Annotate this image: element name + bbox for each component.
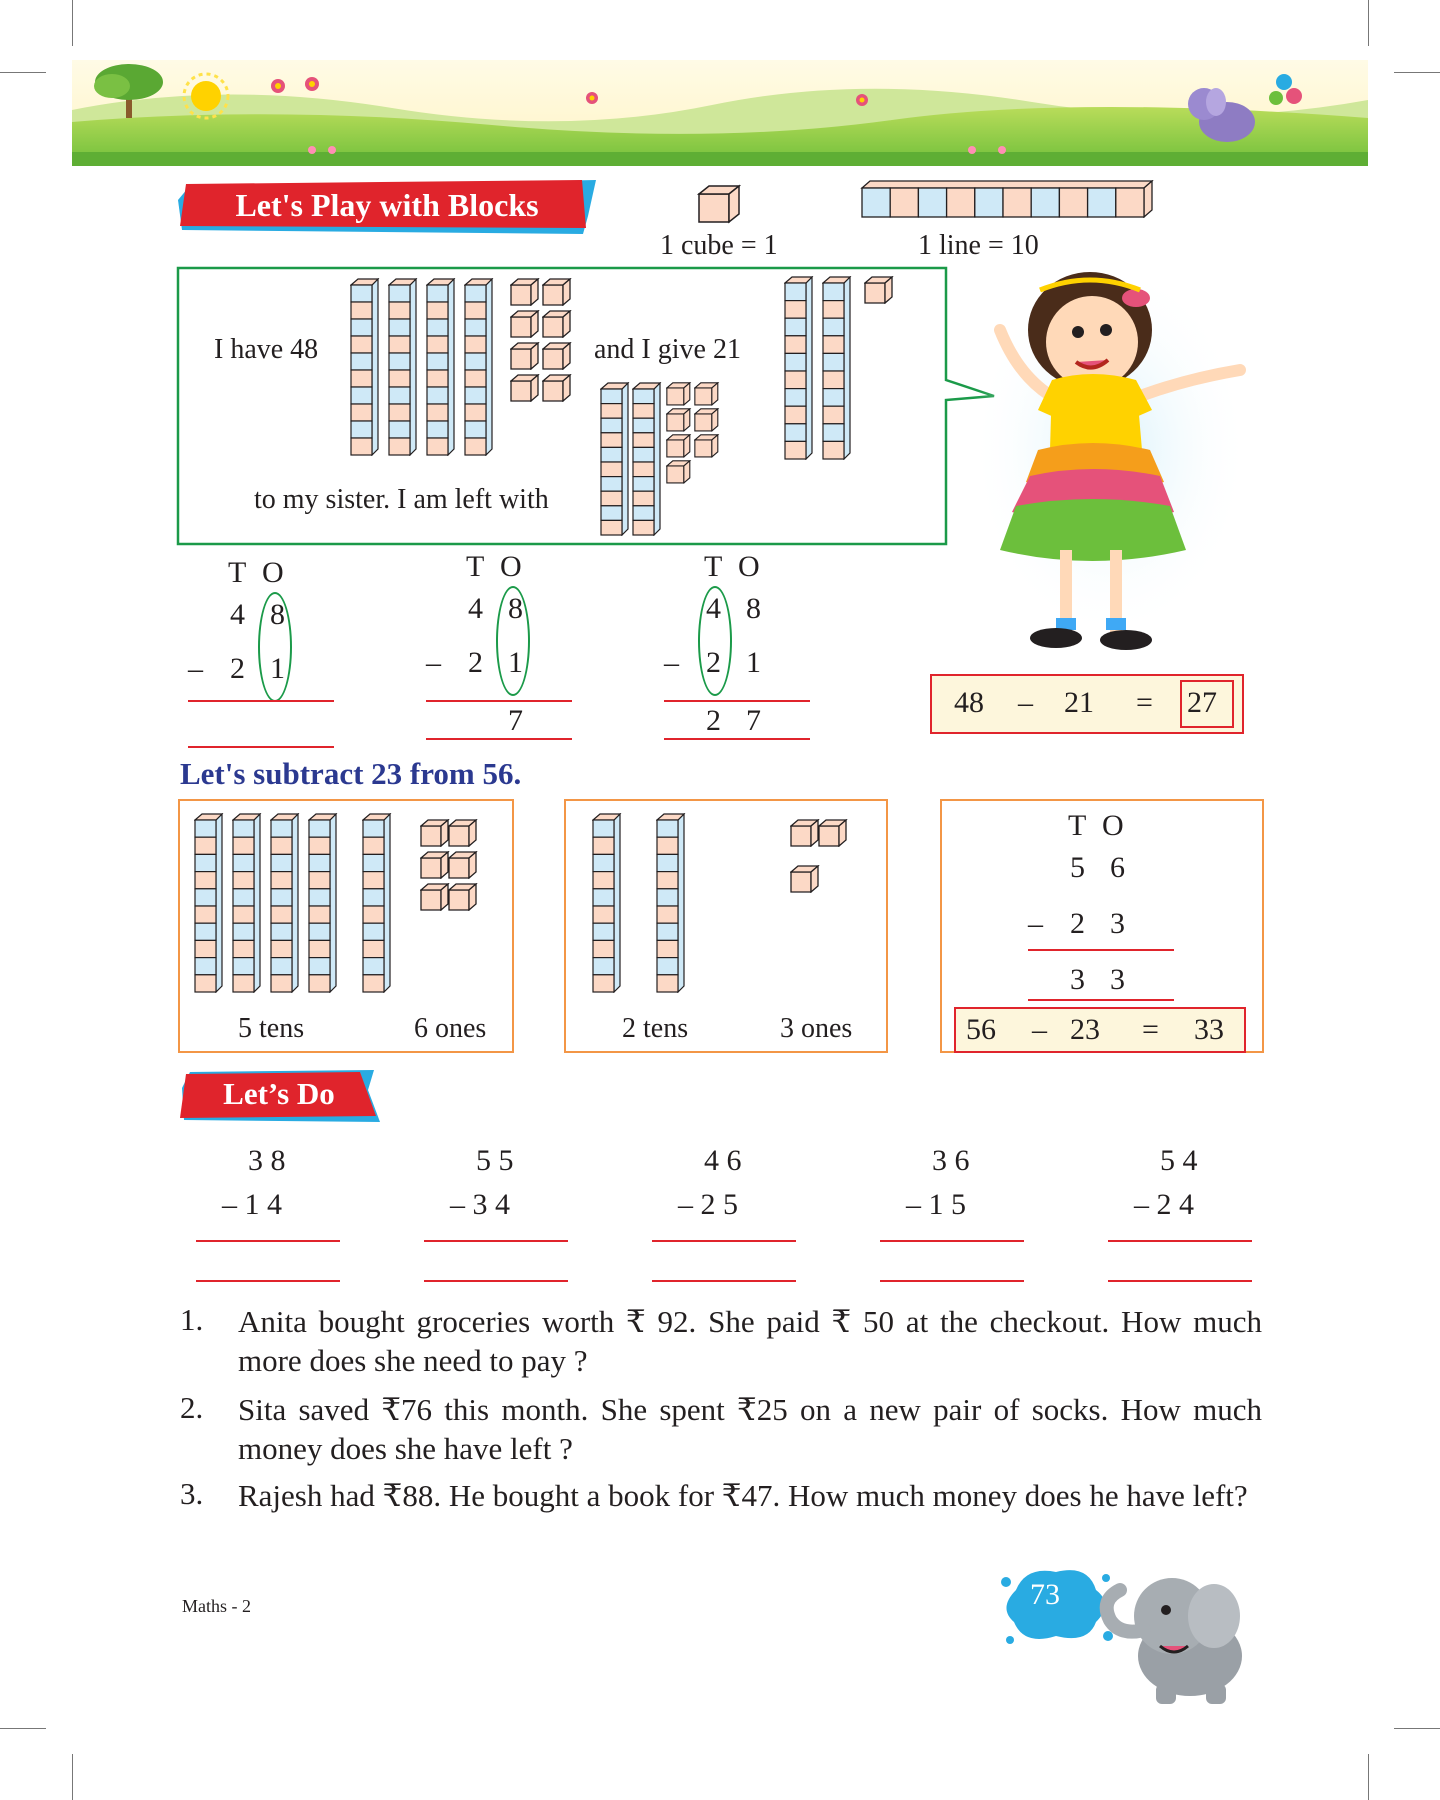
eq2-minus: – — [1032, 1013, 1047, 1046]
answer-line[interactable] — [880, 1280, 1024, 1282]
ten-rod-icon — [350, 278, 380, 456]
answer-line[interactable] — [424, 1280, 568, 1282]
step-calculation — [422, 550, 582, 750]
cube-icon — [694, 382, 720, 406]
cube-icon — [420, 819, 450, 847]
tens-1: 4 — [468, 592, 483, 625]
answer-line[interactable] — [1108, 1280, 1252, 1282]
cube-icon — [818, 819, 848, 847]
answer-line[interactable] — [196, 1280, 340, 1282]
ten-rod-icon — [464, 278, 494, 456]
ten-rod-icon — [784, 276, 814, 460]
ones-2: 1 — [746, 646, 761, 679]
cube-icon — [694, 408, 720, 432]
cube-icon — [448, 851, 478, 879]
bubble-give-text: and I give 21 — [594, 334, 741, 365]
crop-mark — [1368, 1754, 1369, 1800]
ten-rod-icon — [362, 813, 392, 993]
cube-icon — [420, 851, 450, 879]
box2-tens-label: 2 tens — [622, 1013, 689, 1044]
legend-line: 1 line = 10 — [918, 230, 1039, 261]
res-t: 3 — [1070, 963, 1085, 996]
ones-2: 1 — [508, 646, 523, 679]
ones-2: 1 — [270, 652, 285, 685]
cube-icon — [510, 374, 540, 402]
highlight-oval — [698, 586, 732, 696]
exercise-top: 3 6 — [932, 1144, 970, 1177]
eq2-operand-b: 23 — [1070, 1013, 1100, 1046]
blocks-21 — [600, 382, 730, 540]
section3-tag — [178, 1070, 380, 1120]
cube-icon — [510, 342, 540, 370]
legend-cube: 1 cube = 1 — [660, 230, 778, 261]
ten-rod-icon — [308, 813, 338, 993]
answer-line — [426, 738, 572, 740]
eq2-result: 33 — [1194, 1013, 1224, 1046]
exercise-bottom: – 2 5 — [678, 1188, 738, 1221]
col-t: T — [1068, 809, 1087, 842]
exercise-top: 4 6 — [704, 1144, 742, 1177]
eq-equals: = — [1136, 686, 1153, 719]
header-o: O — [738, 550, 760, 583]
row2-t: 2 — [1070, 907, 1085, 940]
tens-2: 2 — [230, 652, 245, 685]
crop-mark — [72, 0, 73, 46]
footer-book: Maths - 2 — [182, 1596, 251, 1616]
row1-t: 5 — [1070, 851, 1085, 884]
box1-tens-label: 5 tens — [238, 1013, 305, 1044]
blocks-box-56 — [178, 799, 514, 1053]
exercise-bottom: – 2 4 — [1134, 1188, 1194, 1221]
ten-line-icon — [860, 180, 1154, 218]
answer-line — [1028, 949, 1174, 951]
blocks-48 — [350, 278, 580, 464]
crop-mark — [1368, 0, 1369, 46]
crop-mark — [0, 72, 46, 73]
crop-mark — [72, 1754, 73, 1800]
answer-line[interactable] — [424, 1240, 568, 1242]
elephant-illustration — [1090, 1560, 1270, 1710]
section-tag — [178, 180, 596, 230]
exercise-top: 5 4 — [1160, 1144, 1198, 1177]
eq-operand-a: 48 — [954, 686, 984, 719]
result-ones: 7 — [508, 704, 523, 737]
equation2-box — [954, 1007, 1246, 1053]
cube-icon — [666, 408, 692, 432]
problem-number: 2. — [180, 1390, 204, 1425]
ten-rod-icon — [600, 382, 630, 536]
answer-line — [1028, 999, 1174, 1001]
blocks-56 — [194, 813, 484, 1003]
answer-line[interactable] — [196, 1240, 340, 1242]
eq-minus: – — [1018, 686, 1033, 719]
exercise-bottom: – 1 4 — [222, 1188, 282, 1221]
cube-icon — [420, 883, 450, 911]
ten-rod-icon — [822, 276, 852, 460]
crop-mark — [1394, 72, 1440, 73]
cube-icon — [510, 310, 540, 338]
row1-o: 6 — [1110, 851, 1125, 884]
header-o: O — [262, 556, 284, 589]
cube-icon — [694, 434, 720, 458]
col-o: O — [1102, 809, 1124, 842]
ten-rod-icon — [426, 278, 456, 456]
exercise — [424, 1144, 574, 1284]
cube-icon — [448, 819, 478, 847]
tens-2: 2 — [706, 646, 721, 679]
bubble-left-text: to my sister. I am left with — [254, 484, 549, 515]
eq2-operand-a: 56 — [966, 1013, 996, 1046]
ones-1: 8 — [746, 592, 761, 625]
cube-icon — [666, 382, 692, 406]
subtraction-box — [940, 799, 1264, 1053]
answer-line[interactable] — [652, 1240, 796, 1242]
exercise — [652, 1144, 802, 1284]
header-t: T — [466, 550, 485, 583]
minus-sign: – — [1028, 907, 1043, 940]
header-banner — [72, 60, 1368, 166]
section2-title: Let's subtract 23 from 56. — [180, 756, 522, 791]
header-t: T — [704, 550, 723, 583]
ten-rod-icon — [632, 382, 662, 536]
crop-mark — [0, 1728, 46, 1729]
answer-line — [188, 746, 334, 748]
tens-1: 4 — [706, 592, 721, 625]
cube-icon — [790, 819, 820, 847]
answer-line — [426, 700, 572, 702]
tens-1: 4 — [230, 598, 245, 631]
exercise-bottom: – 1 5 — [906, 1188, 966, 1221]
ones-1: 8 — [508, 592, 523, 625]
minus-sign: – — [664, 646, 679, 679]
header-o: O — [500, 550, 522, 583]
minus-sign: – — [188, 652, 203, 685]
exercise-top: 3 8 — [248, 1144, 286, 1177]
ten-rod-icon — [656, 813, 686, 993]
page-number: 73 — [1030, 1578, 1060, 1611]
exercise — [1108, 1144, 1258, 1284]
ten-rod-icon — [194, 813, 224, 993]
box1-ones-label: 6 ones — [414, 1013, 487, 1044]
answer-line — [664, 700, 810, 702]
cube-icon — [542, 374, 572, 402]
problem-text: Rajesh had ₹88. He bought a book for ₹47. How much money does he have left? — [238, 1478, 1248, 1513]
eq-operand-b: 21 — [1064, 686, 1094, 719]
answer-line — [188, 700, 334, 702]
exercise — [880, 1144, 1030, 1284]
section-title: Let's Play with Blocks — [235, 187, 539, 223]
result-tens: 2 — [706, 704, 721, 737]
problem-number: 3. — [180, 1476, 204, 1511]
problem-number: 1. — [180, 1302, 204, 1337]
crop-mark — [1394, 1728, 1440, 1729]
blocks-box-23 — [564, 799, 888, 1053]
answer-line[interactable] — [1108, 1240, 1252, 1242]
eq-result-box — [1180, 680, 1234, 728]
tens-2: 2 — [468, 646, 483, 679]
cube-icon — [666, 434, 692, 458]
exercise-bottom: – 3 4 — [450, 1188, 510, 1221]
step-calculation — [184, 556, 344, 756]
problem-text: Anita bought groceries worth ₹ 92. She paid ₹ 50 at the checkout. How much more does she need to pay ? — [238, 1304, 1262, 1378]
ten-rod-icon — [270, 813, 300, 993]
highlight-oval — [496, 586, 530, 696]
cube-icon — [542, 310, 572, 338]
minus-sign: – — [426, 646, 441, 679]
ten-rod-icon — [592, 813, 622, 993]
row2-o: 3 — [1110, 907, 1125, 940]
step-calculation — [660, 550, 820, 750]
res-o: 3 — [1110, 963, 1125, 996]
cube-icon — [448, 883, 478, 911]
cube-icon — [666, 460, 692, 484]
highlight-oval — [258, 592, 292, 702]
section3-title: Let’s Do — [223, 1076, 335, 1111]
header-t: T — [228, 556, 247, 589]
blocks-27 — [784, 276, 894, 466]
equation-box — [930, 674, 1244, 734]
answer-line[interactable] — [652, 1280, 796, 1282]
answer-line — [664, 738, 810, 740]
eq2-equals: = — [1142, 1013, 1159, 1046]
cube-icon — [542, 342, 572, 370]
problem-text: Sita saved ₹76 this month. She spent ₹25 on a new pair of socks. How much money does she have left ? — [238, 1392, 1262, 1466]
blocks-23 — [592, 813, 872, 1003]
single-cube-icon — [697, 184, 741, 224]
ones-1: 8 — [270, 598, 285, 631]
answer-line[interactable] — [880, 1240, 1024, 1242]
exercise-top: 5 5 — [476, 1144, 514, 1177]
cube-icon — [542, 278, 572, 306]
bubble-have-text: I have 48 — [214, 334, 319, 365]
result-ones: 7 — [746, 704, 761, 737]
ten-rod-icon — [388, 278, 418, 456]
ten-rod-icon — [232, 813, 262, 993]
cube-icon — [864, 276, 894, 304]
girl-illustration — [960, 250, 1260, 670]
box2-ones-label: 3 ones — [780, 1013, 853, 1044]
exercise — [196, 1144, 346, 1284]
cube-icon — [510, 278, 540, 306]
eq-result: 27 — [1187, 686, 1217, 719]
cube-icon — [790, 865, 820, 893]
